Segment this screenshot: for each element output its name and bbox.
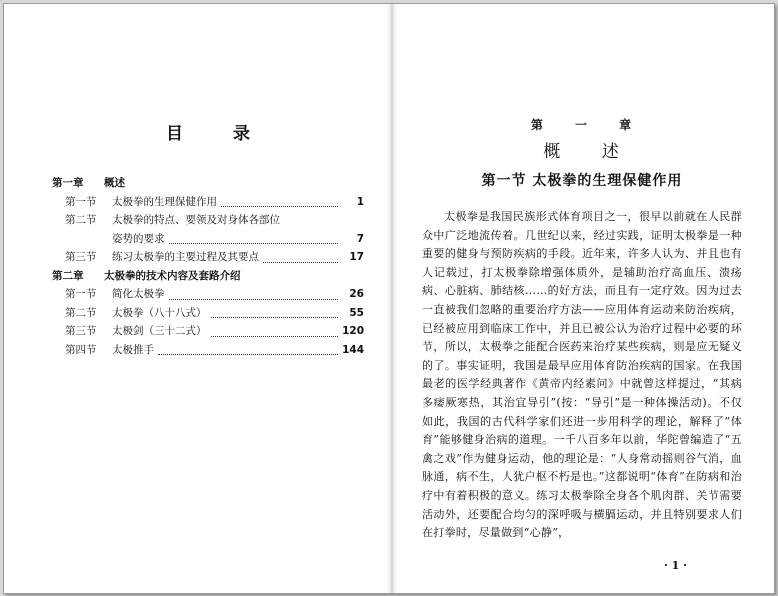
toc-section-row [52,248,364,267]
toc-page-number: 1 [356,195,364,208]
toc-list [52,174,364,359]
toc-entry-title: 太极推手 [112,343,154,356]
toc-label: 第一节 [65,195,97,208]
toc-label: 第一章 [52,177,84,189]
toc-page-number: 144 [342,343,364,356]
toc-label: 第二章 [52,269,84,282]
page-gutter [387,4,397,593]
toc-page-number: 55 [349,306,364,319]
toc-page-number: 7 [356,232,364,245]
toc-entry-title: 太极剑（三十二式） [112,325,207,337]
toc-leader-dots [169,225,338,245]
section-title: 第一节 太极拳的生理保健作用 [481,173,683,189]
book-spread [3,3,775,594]
chapter-number: 第 一 章 [530,118,646,132]
toc-page-number: 120 [342,325,364,337]
chapter-title: 概 述 [543,142,637,162]
page-number: · 1 · [664,559,687,572]
toc-entry-title: 简化太极拳 [112,288,165,300]
toc-entry-title: 太极拳（八十八式） [112,306,207,319]
toc-leader-dots [221,188,338,208]
toc-entry-title: 太极拳的技术内容及套路介绍 [104,269,241,282]
toc-entry-title: 练习太极拳的主要过程及其要点 [112,251,259,263]
toc-leader-dots [169,280,338,300]
table-of-contents [52,119,364,359]
toc-title: 目 录 [166,124,272,144]
toc-label: 第三节 [65,251,97,263]
toc-label: 第四节 [65,343,97,356]
body-paragraph: 太极拳是我国民族形式体育项目之一，很早以前就在人民群众中广泛地流传着。几世纪以来，经过实践，证明太极拳是一种重要的健身与预防疾病的手段。近年来，许多人认为、并且也有人记载过，打太极拳除增强体质外，是辅助治疗高血压、溃疡病、心脏病、肺结核……的好方法，而且有一定疗效。因为过去一直被我们忽略的重要治疗方法——应用体育运动来防治疾病，已经被应用到临床工作中，并且已被公认为治疗过程中必要的环节，所以，太极拳之能配合医药来治疗某些疾病，则是应无疑义的了。事实证明，我国是最早应用体育防治疾病的国家。在我国最老的医学经典著作《黄帝内经素问》中就曾这样提过，“其病多痿厥寒热，其治宜导引”(按：“导引”是一种体操活动)。不仅如此，我国的古代科学家们还进一步用科学的理论，解释了“体育”能够健身治病的道理。一千八百多年以前，华陀曾编造了“五禽之戏”作为健身运动，他的理论是：“人身常动摇则谷气消，血脉通，病不生，人犹户枢不朽是也。”这都说明“体育”在防病和治疗中有着积极的意义。练习太极拳除全身各个肌肉群、关节需要活动外，还要配合均匀的深呼吸与横膈运动，并且特别要求人们在打拳时，尽量做到“心静”， [422,210,742,540]
toc-page-number: 26 [349,288,364,300]
toc-section-row [52,341,364,360]
chapter-page [422,116,742,543]
toc-label: 第一节 [65,288,97,300]
toc-leader-dots [158,336,338,356]
toc-entry-title: 概述 [104,177,125,189]
toc-leader-dots [211,299,338,319]
toc-page-number: 17 [349,251,364,263]
toc-entry-title: 姿势的要求 [112,232,165,245]
toc-entry-title: 太极拳的特点、要领及对身体各部位 [112,214,280,226]
toc-label: 第二节 [65,306,97,319]
toc-entry-title: 太极拳的生理保健作用 [112,195,217,208]
toc-section-row [52,193,364,212]
toc-label: 第二节 [65,214,97,226]
toc-leader-dots [211,317,338,337]
toc-label: 第三节 [65,325,97,337]
toc-leader-dots [263,243,338,263]
